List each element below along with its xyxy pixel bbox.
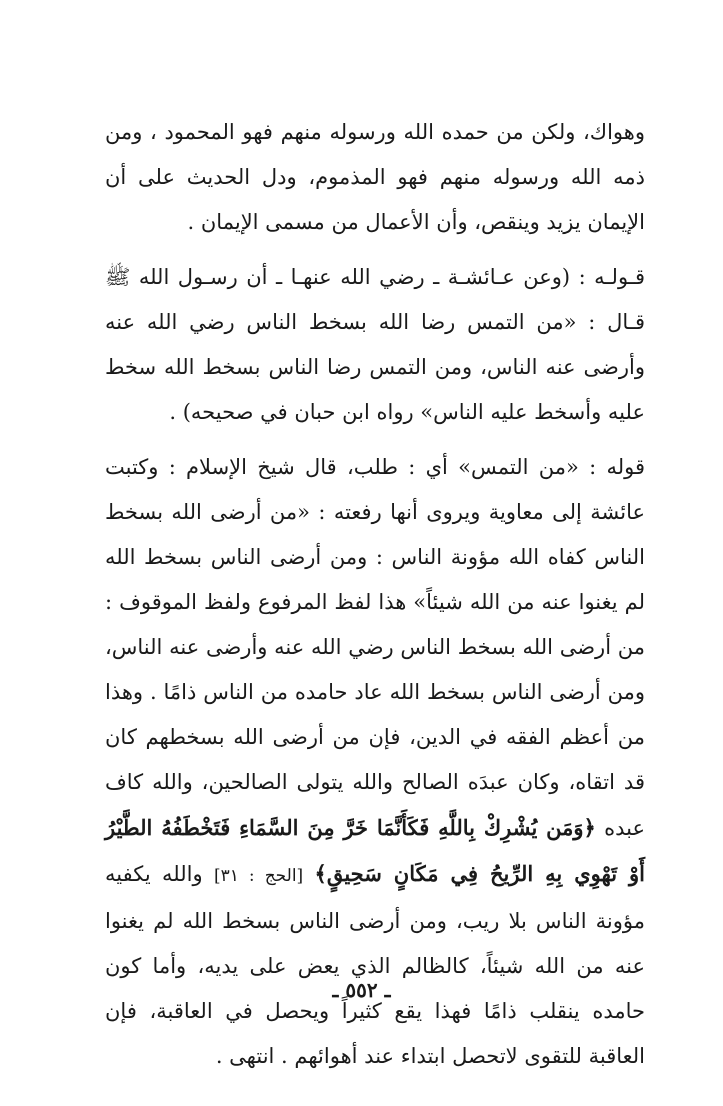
paragraph-3-text-before: قوله : «من التمس» أي : طلب، قال شيخ الإسلام : وكتبت عائشة إلى معاوية ويروى أنها رفعته : «من أرضى الله بسخط الناس كفاه الله مؤونة الناس : ومن أرضى الناس بسخط الله لم يغنوا عنه من الله شيئاً» هذا لفظ المرفوع ولفظ الموقوف : من أرضى الله بسخط الناس رضي الله عنه وأرضى عنه الناس، ومن أرضى الناس بسخط الله عاد حامده من الناس ذامًا . وهذا من أعظم الفقه في الدين، فإن من أرضى الله بسخطهم كان قد اتقاه، وكان عبدَه الصالح والله يتولى الصالحين، والله كاف عبده xyxy=(105,455,645,840)
main-text xyxy=(105,110,645,1089)
page-number: ـ ٥٥٢ ـ xyxy=(332,978,391,1002)
quran-verse: ﴿وَمَن يُشْرِكْ بِاللَّهِ فَكَأَنَّمَا خَرَّ مِنَ السَّمَاءِ فَتَخْطَفُهُ الطَّيْرُ أَوْ تَهْوِي بِهِ الرِّيحُ فِي مَكَانٍ سَحِيقٍ﴾ xyxy=(105,815,645,886)
verse-reference: [الحج : ٣١] xyxy=(213,866,304,886)
paragraph-2: قـولـه : (وعن عـائشـة ـ رضي الله عنهـا ـ أن رسـول الله ﷺ قـال : «من التمس رضا الله بسخط الناس رضي الله عنه وأرضى عنه الناس، ومن التمس رضا الناس بسخط الله سخط عليه وأسخط عليه الناس» رواه ابن حبان في صحيحه) . xyxy=(105,265,645,424)
paragraph-1: وهواك، ولكن من حمده الله ورسوله منهم فهو المحمود ، ومن ذمه الله ورسوله منهم فهو المذموم، ودل الحديث على أن الإيمان يزيد وينقص، وأن الأعمال من مسمى الإيمان . xyxy=(105,120,645,234)
paragraph-3-text-after: والله يكفيه مؤونة الناس بلا ريب، ومن أرضى الناس بسخط الله لم يغنوا عنه من الله شيئاً، كالظالم الذي يعض على يديه، وأما كون حامده ينقلب ذامًا فهذا يقع كثيراً ويحصل في العاقبة، فإن العاقبة للتقوى لاتحصل ابتداء عند أهوائهم . انتهى . xyxy=(105,862,645,1068)
